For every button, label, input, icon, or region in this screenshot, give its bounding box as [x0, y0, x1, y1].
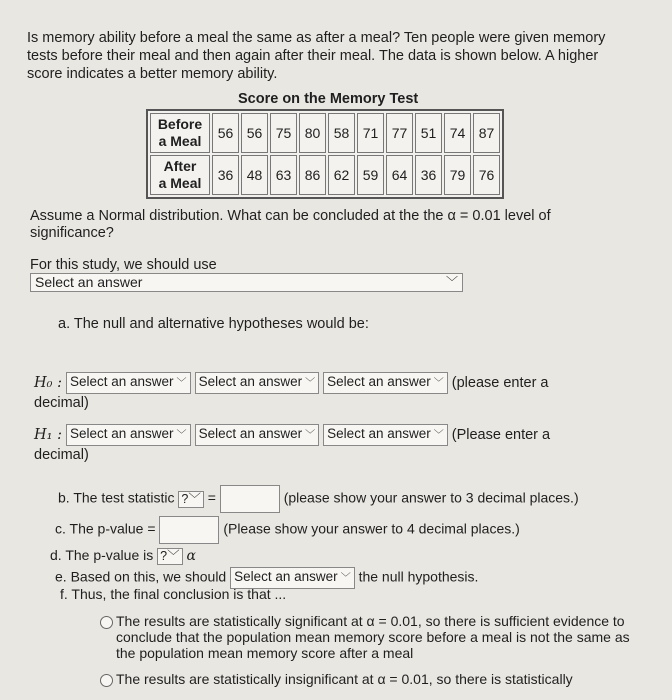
- chevron-down-icon: ﹀: [305, 378, 316, 389]
- part-d-row: [50, 546, 196, 565]
- alpha-symbol: α: [186, 548, 196, 564]
- table-cell: 64: [386, 155, 413, 195]
- table-cell: 48: [241, 155, 268, 195]
- h0-label: H₀ :: [34, 374, 62, 391]
- chevron-down-icon: ﹀: [176, 378, 187, 389]
- table-row-after: [150, 155, 500, 195]
- h1-note-cont: decimal): [34, 447, 89, 463]
- chevron-down-icon: ﹀: [433, 378, 444, 389]
- option-2-text: The results are statistically insignificant at α = 0.01, so there is statistically: [116, 671, 573, 687]
- h0-note: (please enter a: [451, 374, 549, 391]
- radio-button[interactable]: [100, 616, 113, 629]
- part-a-heading: a. The null and alternative hypotheses would be:: [58, 316, 369, 332]
- table-cell: 77: [386, 113, 413, 153]
- part-e-text: e. Based on this, we should: [55, 568, 227, 585]
- chevron-down-icon: ﹀: [176, 430, 187, 441]
- option-1-text: The results are statistically significant at α = 0.01, so there is sufficient evidence to conclude that the population mean memory score before a meal is not the same as the population mean memory score after a meal: [116, 613, 630, 661]
- chevron-down-icon: ﹀: [188, 491, 201, 506]
- study-label: For this study, we should use: [30, 257, 217, 273]
- table-cell: 75: [270, 113, 297, 153]
- part-e-after: the null hypothesis.: [358, 568, 479, 585]
- table-title: Score on the Memory Test: [238, 91, 419, 107]
- part-b-text: b. The test statistic: [58, 489, 175, 506]
- p-value-input[interactable]: [159, 516, 219, 544]
- table-row-before: [150, 113, 500, 153]
- chevron-down-icon: ﹀: [433, 430, 444, 441]
- h1-note: (Please enter a: [451, 426, 551, 443]
- table-cell: 76: [473, 155, 500, 195]
- table-cell: 58: [328, 113, 355, 153]
- table-cell: 79: [444, 155, 471, 195]
- chevron-down-icon: ﹀: [445, 275, 458, 289]
- table-cell: 80: [299, 113, 326, 153]
- h0-operator-select[interactable]: Select an answer ﹀: [195, 372, 320, 394]
- part-c-note: (Please show your answer to 4 decimal places.): [223, 520, 520, 537]
- equals-sign: =: [207, 489, 216, 506]
- h0-note-cont: decimal): [34, 395, 89, 411]
- chevron-down-icon: ﹀: [340, 573, 351, 584]
- assumption-text: Assume a Normal distribution. What can be concluded at the the α = 0.01 level of significance?: [30, 208, 551, 241]
- part-b-row: [58, 485, 658, 513]
- table-cell: 71: [357, 113, 384, 153]
- table-cell: 36: [212, 155, 239, 195]
- problem-intro: Is memory ability before a meal the same as after a meal? Ten people were given memory tests before their meal and then again after their meal. The data is shown below. A higher score indicates a better memory ability.: [27, 30, 606, 82]
- table-cell: 56: [241, 113, 268, 153]
- memory-score-table: [146, 109, 504, 199]
- table-cell: 59: [357, 155, 384, 195]
- radio-button[interactable]: [100, 674, 113, 687]
- table-cell: 86: [299, 155, 326, 195]
- row-header-before: Before a Meal: [150, 113, 210, 153]
- table-cell: 63: [270, 155, 297, 195]
- conclusion-option-1[interactable]: [100, 613, 640, 661]
- table-cell: 74: [444, 113, 471, 153]
- part-d-text: d. The p-value is: [50, 547, 154, 563]
- table-cell: 87: [473, 113, 500, 153]
- h1-parameter-select[interactable]: Select an answer ﹀: [66, 424, 191, 446]
- table-cell: 36: [415, 155, 442, 195]
- p-value-comparison-select[interactable]: ?﹀: [157, 548, 182, 565]
- null-hypothesis-row: [34, 372, 634, 412]
- part-c-row: [55, 516, 655, 544]
- table-cell: 56: [212, 113, 239, 153]
- table-cell: 62: [328, 155, 355, 195]
- decision-select[interactable]: Select an answer ﹀: [230, 567, 355, 589]
- h0-parameter-select[interactable]: Select an answer ﹀: [66, 372, 191, 394]
- part-c-text: c. The p-value =: [55, 520, 156, 537]
- part-b-note: (please show your answer to 3 decimal places.): [283, 489, 579, 506]
- h1-operator-select[interactable]: Select an answer ﹀: [195, 424, 320, 446]
- table-cell: 51: [415, 113, 442, 153]
- alternative-hypothesis-row: [34, 424, 634, 464]
- test-statistic-input[interactable]: [220, 485, 280, 513]
- h1-value-select[interactable]: Select an answer ﹀: [323, 424, 448, 446]
- chevron-down-icon: ﹀: [167, 548, 180, 563]
- h1-label: H₁ :: [34, 426, 62, 443]
- conclusion-option-2[interactable]: [100, 671, 660, 687]
- row-header-after: After a Meal: [150, 155, 210, 195]
- chevron-down-icon: ﹀: [305, 430, 316, 441]
- test-statistic-select[interactable]: ?﹀: [178, 491, 203, 508]
- study-type-select[interactable]: [30, 273, 463, 292]
- part-f-text: f. Thus, the final conclusion is that ...: [60, 586, 287, 602]
- h0-value-select[interactable]: Select an answer ﹀: [323, 372, 448, 394]
- study-select-value: Select an answer: [35, 274, 143, 290]
